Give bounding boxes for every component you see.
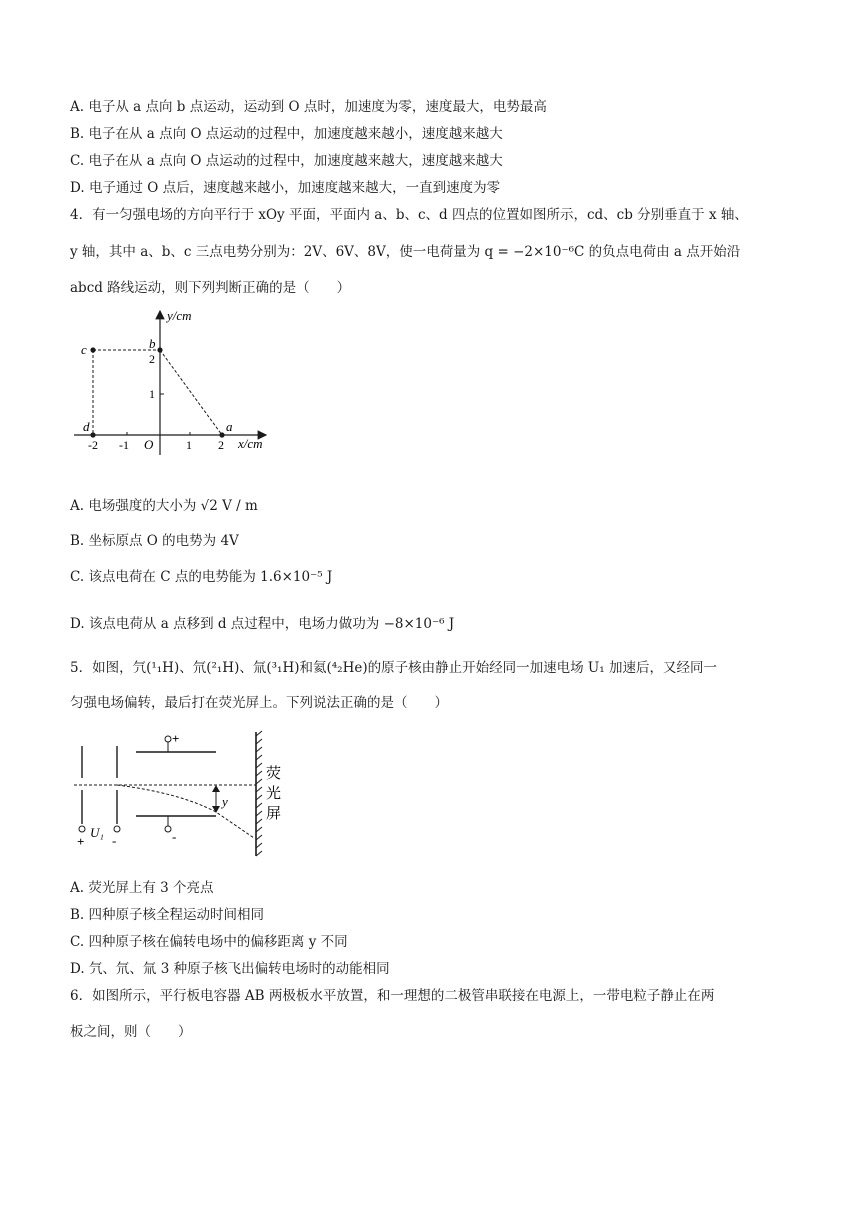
q4-coordinate-figure (70, 305, 280, 465)
point-b-label: b (149, 336, 156, 351)
y-tick-label: 1 (149, 387, 155, 401)
terminal-minus (114, 826, 120, 832)
screen-label-1: 荧 (266, 766, 282, 782)
option-letter: C. (70, 569, 85, 585)
option-letter: B. (70, 533, 85, 549)
option-letter: D. (70, 961, 85, 977)
q4-option-c (70, 568, 332, 586)
q4-stem-line2: y 轴，其中 a、b、c 三点电势分别为：2V、6V、8V，使一电荷量为 q = −2×10⁻⁶C 的负点电荷由 a 点开始沿 (70, 244, 741, 260)
terminal-plus (79, 826, 85, 832)
option-text: 电子在从 a 点向 O 点运动的过程中，加速度越来越大，速度越来越大 (88, 153, 503, 169)
q3-option-c (70, 152, 503, 170)
option-letter: C. (70, 934, 85, 950)
q4-option-d (70, 615, 454, 633)
screen-label-2: 光 (266, 786, 282, 802)
y-axis-label: y/cm (167, 308, 192, 323)
option-text: 四种原子核在偏转电场中的偏移距离 y 不同 (88, 934, 348, 950)
option-text: 电子从 a 点向 b 点运动，运动到 O 点时，加速度为零，速度最大，电势最高 (88, 99, 547, 115)
option-text: 电场强度的大小为 √2 V / m (88, 498, 258, 514)
ba-dashed-line (160, 350, 222, 435)
option-text: 荧光屏上有 3 个亮点 (88, 880, 214, 896)
option-text: 氕、氘、氚 3 种原子核飞出偏转电场时的动能相同 (88, 961, 390, 977)
q5-option-c (70, 933, 348, 951)
origin-label: O (144, 437, 154, 452)
option-text: 电子通过 O 点后，速度越来越小，加速度越来越大，一直到速度为零 (88, 180, 501, 196)
q4-stem-line1: 4．有一匀强电场的方向平行于 xOy 平面，平面内 a、b、c、d 四点的位置如图所示，cd、cb 分别垂直于 x 轴、 (70, 207, 748, 223)
top-plate-plus: + (172, 731, 180, 746)
x-tick-label: -1 (119, 438, 129, 452)
option-letter: D. (70, 616, 85, 632)
option-letter: A. (70, 498, 85, 514)
q4-option-a (70, 497, 258, 515)
y-deflection-label: y (222, 794, 228, 809)
x-axis-label: x/cm (238, 436, 263, 451)
option-letter: B. (70, 126, 85, 142)
q4-stem-line3: abcd 路线运动，则下列判断正确的是（ ） (70, 280, 351, 296)
u1-label: U₁ (90, 825, 104, 840)
x-tick-label: -2 (88, 438, 98, 452)
option-letter: C. (70, 153, 85, 169)
option-letter: A. (70, 99, 85, 115)
option-text: 该点电荷在 C 点的电势能为 1.6×10⁻⁵ J (88, 569, 333, 585)
point-a (219, 432, 224, 437)
point-c (90, 347, 95, 352)
option-text: 坐标原点 O 的电势为 4V (88, 533, 239, 549)
point-c-label: c (81, 342, 87, 357)
q5-option-d (70, 960, 390, 978)
point-d (90, 432, 95, 437)
q3-option-a (70, 98, 547, 116)
q5-option-a (70, 879, 214, 897)
q5-option-b (70, 906, 264, 924)
minus-sign: - (112, 833, 117, 848)
particle-trajectory (117, 785, 254, 838)
q6-stem-line1: 6．如图所示，平行板电容器 AB 两极板水平放置，和一理想的二极管串联接在电源上，一带电粒子静止在两 (70, 988, 715, 1004)
option-text: 四种原子核全程运动时间相同 (88, 907, 265, 923)
q6-stem-line2: 板之间，则（ ） (70, 1024, 192, 1040)
y-tick-label: 2 (149, 352, 155, 366)
bottom-plate-minus: - (172, 829, 177, 844)
option-letter: B. (70, 907, 85, 923)
q4-option-b (70, 532, 239, 550)
point-d-label: d (83, 419, 90, 434)
x-tick-label: 2 (218, 438, 224, 452)
option-letter: D. (70, 180, 85, 196)
option-letter: A. (70, 880, 85, 896)
plus-sign: + (77, 834, 85, 849)
x-tick-label: 1 (186, 438, 192, 452)
screen-label-3: 屏 (266, 806, 282, 822)
q5-stem-line1: 5．如图，氕(¹₁H)、氘(²₁H)、氚(³₁H)和氦(⁴₂He)的原子核由静止开始经同一加速电场 U₁ 加速后，又经同一 (70, 660, 717, 676)
point-a-label: a (226, 419, 233, 434)
point-b (157, 347, 162, 352)
option-text: 电子在从 a 点向 O 点运动的过程中，加速度越来越小，速度越来越大 (88, 126, 503, 142)
q5-deflection-figure (70, 728, 300, 858)
q3-option-b (70, 125, 503, 143)
q3-option-d (70, 179, 500, 197)
option-text: 该点电荷从 a 点移到 d 点过程中，电场力做功为 −8×10⁻⁶ J (88, 616, 455, 632)
q5-stem-line2: 匀强电场偏转，最后打在荧光屏上。下列说法正确的是（ ） (70, 695, 448, 711)
